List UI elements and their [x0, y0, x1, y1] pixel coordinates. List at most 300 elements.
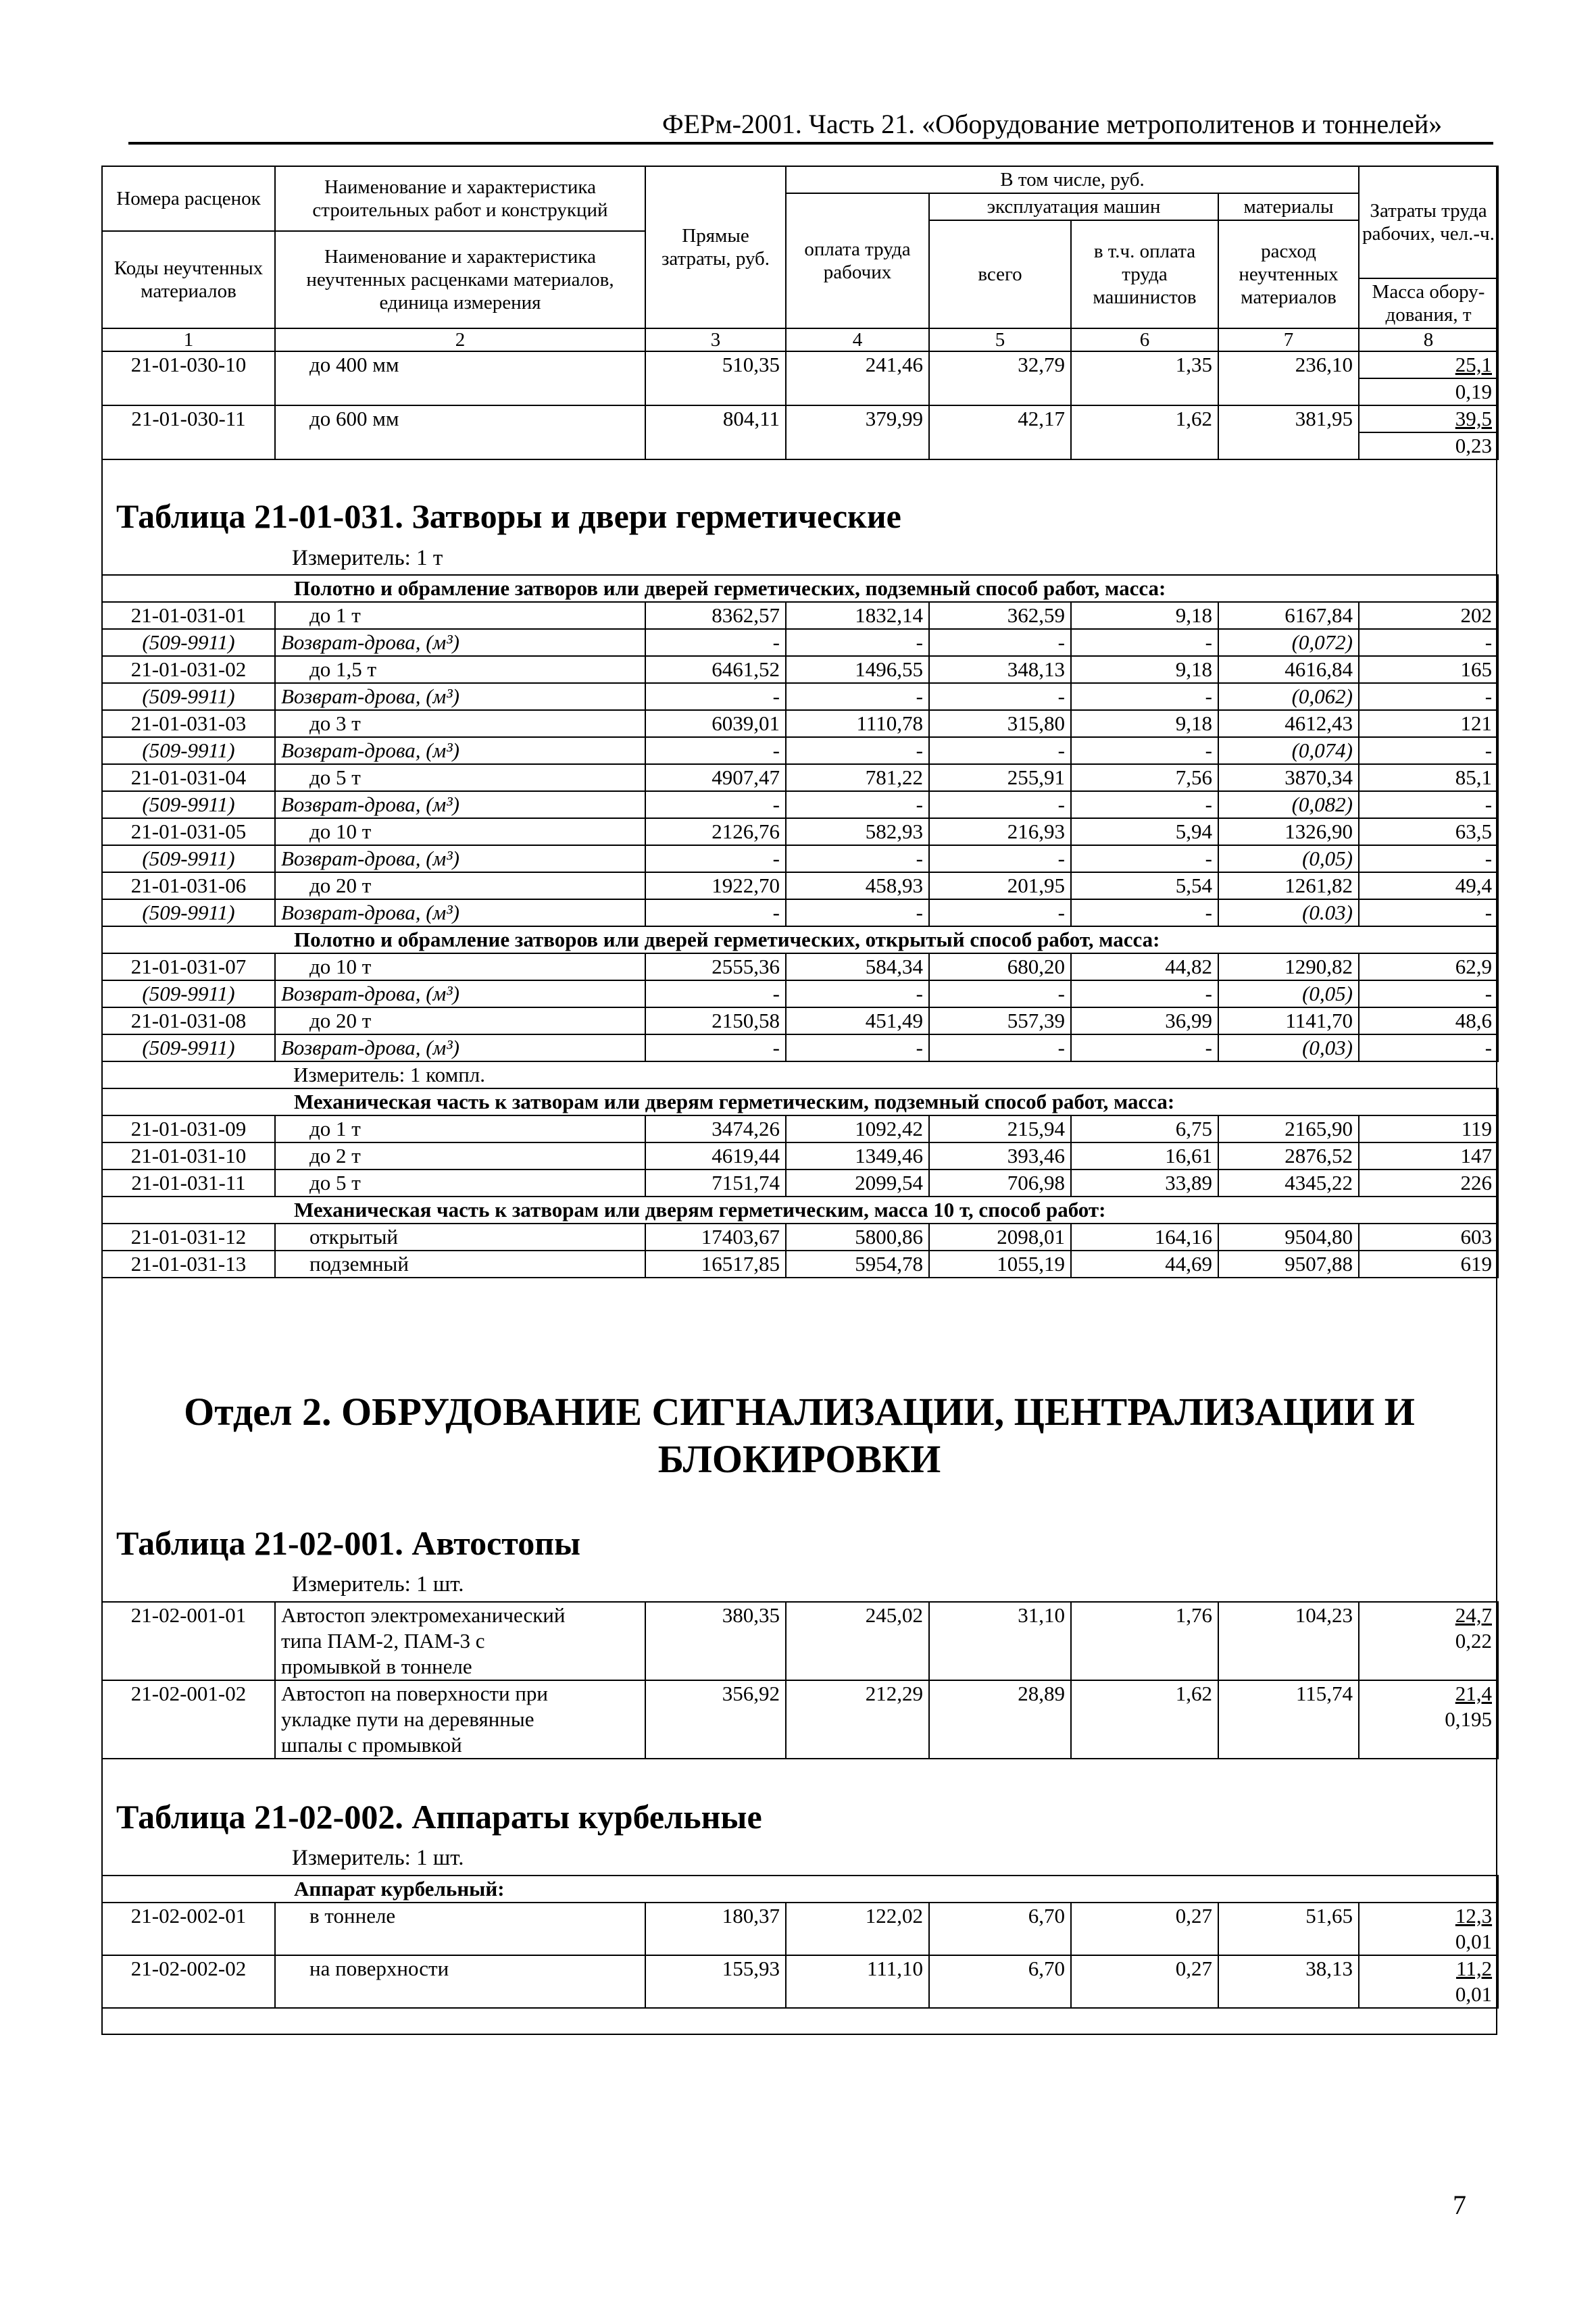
material-row	[102, 791, 1498, 818]
machine-cost: 706,98	[929, 1169, 1071, 1197]
labor-dash: -	[786, 899, 929, 926]
machine-dash: -	[929, 899, 1071, 926]
rate-code: 21-02-002-02	[102, 1955, 275, 2008]
direct-dash: -	[645, 737, 786, 764]
hours-dash: -	[1359, 791, 1498, 818]
rate-name: до 5 т	[275, 764, 645, 791]
table-title-21-02-002: Таблица 21-02-002. Аппараты курбельные	[116, 1798, 762, 1836]
rate-name: до 10 т	[275, 818, 645, 845]
direct-cost: 356,92	[645, 1680, 786, 1759]
direct-cost: 180,37	[645, 1903, 786, 1955]
material-name: Возврат-дрова, (м³)	[275, 1034, 645, 1061]
material-cost: 4616,84	[1218, 656, 1359, 683]
material-cost: 4345,22	[1218, 1169, 1359, 1197]
rate-code: 21-01-031-03	[102, 710, 275, 737]
material-row	[102, 629, 1498, 656]
machine-labor-dash: -	[1071, 899, 1218, 926]
rate-name: до 1,5 т	[275, 656, 645, 683]
direct-cost: 17403,67	[645, 1224, 786, 1251]
table-row	[102, 872, 1498, 899]
measure-unit: Измеритель: 1 шт.	[292, 1846, 464, 1870]
machine-cost: 315,80	[929, 710, 1071, 737]
table-row	[102, 710, 1498, 737]
material-name: Возврат-дрова, (м³)	[275, 629, 645, 656]
group-heading: Механическая часть к затворам или дверям герметическим, подземный способ работ, масса:	[102, 1088, 1498, 1115]
material-cost: 2876,52	[1218, 1142, 1359, 1169]
machine-labor-dash: -	[1071, 980, 1218, 1007]
col-header-4: оплата труда рабочих	[786, 193, 929, 328]
table-row	[102, 818, 1498, 845]
direct-cost: 7151,74	[645, 1169, 786, 1197]
labor-hours: 39,5	[1359, 405, 1498, 432]
machine-labor-cost: 1,76	[1071, 1602, 1218, 1680]
material-cost: 9504,80	[1218, 1224, 1359, 1251]
table-row	[102, 351, 1498, 378]
col-header-expl: эксплуатация машин	[929, 193, 1218, 220]
machine-cost: 557,39	[929, 1007, 1071, 1034]
labor-cost: 5800,86	[786, 1224, 929, 1251]
rate-code: 21-01-031-04	[102, 764, 275, 791]
machine-labor-cost: 0,27	[1071, 1955, 1218, 2008]
rate-code: 21-01-031-13	[102, 1251, 275, 1278]
machine-cost: 6,70	[929, 1955, 1071, 2008]
page-number: 7	[1453, 2190, 1466, 2220]
rate-code: 21-01-031-12	[102, 1224, 275, 1251]
rate-name-line: Автостоп на поверхности при	[281, 1682, 548, 1705]
running-header: ФЕРм-2001. Часть 21. «Оборудование метрополитенов и тоннелей»	[662, 109, 1443, 139]
machine-cost: 362,59	[929, 602, 1071, 629]
table-row	[102, 1903, 1498, 1955]
rate-name-line: типа ПАМ-2, ПАМ-3 с	[281, 1629, 485, 1653]
labor-hours: 62,9	[1359, 953, 1498, 980]
machine-labor-cost: 9,18	[1071, 656, 1218, 683]
rate-name: на поверхности	[275, 1955, 645, 2008]
labor-hours: 21,4	[1455, 1682, 1492, 1705]
labor-cost: 212,29	[786, 1680, 929, 1759]
material-cost: 381,95	[1218, 405, 1359, 459]
direct-cost: 510,35	[645, 351, 786, 405]
rate-code: 21-01-031-11	[102, 1169, 275, 1197]
material-qty: (0,05)	[1218, 980, 1359, 1007]
machine-labor-dash: -	[1071, 791, 1218, 818]
measure-unit: Измеритель: 1 компл.	[102, 1061, 1498, 1088]
machine-cost: 2098,01	[929, 1224, 1071, 1251]
measure-unit: Измеритель: 1 шт.	[292, 1572, 464, 1596]
direct-cost: 1922,70	[645, 872, 786, 899]
col-num: 1	[102, 328, 275, 351]
direct-dash: -	[645, 791, 786, 818]
equipment-mass: 0,195	[1445, 1707, 1492, 1731]
rate-code: 21-01-031-07	[102, 953, 275, 980]
col-num: 8	[1359, 328, 1498, 351]
rate-name: до 400 мм	[275, 351, 645, 405]
section-title: Отдел 2. ОБРУДОВАНИЕ СИГНАЛИЗАЦИИ, ЦЕНТРАЛИЗАЦИИ И БЛОКИРОВКИ	[184, 1390, 1415, 1481]
material-code: (509-9911)	[102, 1034, 275, 1061]
col-num: 6	[1071, 328, 1218, 351]
material-qty: (0,074)	[1218, 737, 1359, 764]
rate-code: 21-01-031-08	[102, 1007, 275, 1034]
material-code: (509-9911)	[102, 845, 275, 872]
direct-dash: -	[645, 980, 786, 1007]
labor-hours: 49,4	[1359, 872, 1498, 899]
material-cost: 104,23	[1218, 1602, 1359, 1680]
machine-labor-cost: 44,82	[1071, 953, 1218, 980]
table-title-21-01-031: Таблица 21-01-031. Затворы и двери герметические	[116, 497, 901, 535]
equipment-mass: 0,01	[1455, 1982, 1493, 2006]
rate-name: до 2 т	[275, 1142, 645, 1169]
rate-name-line: укладке пути на деревянные	[281, 1707, 534, 1731]
material-row	[102, 845, 1498, 872]
machine-labor-dash: -	[1071, 629, 1218, 656]
labor-cost: 1092,42	[786, 1115, 929, 1142]
labor-cost: 781,22	[786, 764, 929, 791]
equipment-mass: 0,01	[1455, 1930, 1493, 1953]
material-code: (509-9911)	[102, 791, 275, 818]
labor-hours: 165	[1359, 656, 1498, 683]
material-name: Возврат-дрова, (м³)	[275, 845, 645, 872]
material-cost: 1326,90	[1218, 818, 1359, 845]
material-row	[102, 980, 1498, 1007]
direct-cost: 2126,76	[645, 818, 786, 845]
machine-labor-cost: 0,27	[1071, 1903, 1218, 1955]
rate-code: 21-01-031-01	[102, 602, 275, 629]
machine-dash: -	[929, 1034, 1071, 1061]
direct-dash: -	[645, 629, 786, 656]
direct-cost: 155,93	[645, 1955, 786, 2008]
labor-hours: 226	[1359, 1169, 1498, 1197]
material-name: Возврат-дрова, (м³)	[275, 737, 645, 764]
col-header-1b: Коды неучтенных материалов	[102, 231, 275, 328]
material-cost: 6167,84	[1218, 602, 1359, 629]
machine-cost: 6,70	[929, 1903, 1071, 1955]
hours-dash: -	[1359, 899, 1498, 926]
header-table	[101, 166, 1499, 460]
machine-dash: -	[929, 683, 1071, 710]
material-qty: (0,082)	[1218, 791, 1359, 818]
machine-labor-cost: 6,75	[1071, 1115, 1218, 1142]
labor-dash: -	[786, 791, 929, 818]
table-row	[102, 1955, 1498, 2008]
table-row	[102, 1602, 1498, 1680]
hours-dash: -	[1359, 1034, 1498, 1061]
table-row	[102, 1115, 1498, 1142]
hours-mass	[1359, 1955, 1498, 2008]
hours-dash: -	[1359, 980, 1498, 1007]
col-header-2a: Наименование и характеристика строительных работ и конструкций	[275, 166, 645, 231]
material-code: (509-9911)	[102, 629, 275, 656]
hours-dash: -	[1359, 629, 1498, 656]
machine-labor-cost: 9,18	[1071, 602, 1218, 629]
table-21-02-002	[101, 1875, 1499, 2009]
material-cost: 4612,43	[1218, 710, 1359, 737]
labor-cost: 2099,54	[786, 1169, 929, 1197]
machine-labor-cost: 16,61	[1071, 1142, 1218, 1169]
direct-dash: -	[645, 683, 786, 710]
group-heading: Механическая часть к затворам или дверям герметическим, масса 10 т, способ работ:	[102, 1197, 1498, 1224]
material-cost: 1141,70	[1218, 1007, 1359, 1034]
labor-cost: 582,93	[786, 818, 929, 845]
rate-code: 21-01-030-11	[102, 405, 275, 459]
material-cost: 9507,88	[1218, 1251, 1359, 1278]
rate-name	[275, 1602, 645, 1680]
material-cost: 236,10	[1218, 351, 1359, 405]
labor-cost: 1110,78	[786, 710, 929, 737]
table-row	[102, 1224, 1498, 1251]
rate-name: до 600 мм	[275, 405, 645, 459]
labor-hours: 147	[1359, 1142, 1498, 1169]
labor-hours: 12,3	[1455, 1904, 1493, 1928]
rate-name-line: Автостоп электромеханический	[281, 1603, 566, 1627]
col-header-3: Прямые затраты, руб.	[645, 166, 786, 328]
col-header-6: в т.ч. оплата труда машинистов	[1071, 220, 1218, 328]
machine-labor-cost: 1,62	[1071, 405, 1218, 459]
rate-code: 21-02-001-01	[102, 1602, 275, 1680]
table-row	[102, 1142, 1498, 1169]
labor-cost: 241,46	[786, 351, 929, 405]
material-qty: (0,062)	[1218, 683, 1359, 710]
col-header-2b: Наименование и характеристика неучтенных расценками материалов, единица измерения	[275, 231, 645, 328]
rate-name: до 20 т	[275, 872, 645, 899]
labor-hours: 121	[1359, 710, 1498, 737]
machine-labor-cost: 9,18	[1071, 710, 1218, 737]
col-num: 3	[645, 328, 786, 351]
labor-hours: 48,6	[1359, 1007, 1498, 1034]
col-num: 2	[275, 328, 645, 351]
rate-name-line: шпалы с промывкой	[281, 1733, 462, 1757]
direct-cost: 2555,36	[645, 953, 786, 980]
rate-name: до 10 т	[275, 953, 645, 980]
col-header-5: всего	[929, 220, 1071, 328]
rate-name: до 20 т	[275, 1007, 645, 1034]
hours-mass	[1359, 1903, 1498, 1955]
labor-cost: 458,93	[786, 872, 929, 899]
rate-name: до 5 т	[275, 1169, 645, 1197]
labor-cost: 1349,46	[786, 1142, 929, 1169]
machine-dash: -	[929, 980, 1071, 1007]
rate-code: 21-02-002-01	[102, 1903, 275, 1955]
table-row	[102, 1007, 1498, 1034]
labor-cost: 584,34	[786, 953, 929, 980]
rate-code: 21-01-030-10	[102, 351, 275, 405]
col-header-7: расход неучтенных материалов	[1218, 220, 1359, 328]
direct-cost: 3474,26	[645, 1115, 786, 1142]
table-row	[102, 602, 1498, 629]
direct-cost: 380,35	[645, 1602, 786, 1680]
direct-cost: 6461,52	[645, 656, 786, 683]
direct-cost: 4619,44	[645, 1142, 786, 1169]
group-heading: Полотно и обрамление затворов или дверей герметических, открытый способ работ, масса:	[102, 926, 1498, 953]
material-code: (509-9911)	[102, 899, 275, 926]
labor-dash: -	[786, 980, 929, 1007]
rate-code: 21-01-031-09	[102, 1115, 275, 1142]
col-num: 4	[786, 328, 929, 351]
material-cost: 38,13	[1218, 1955, 1359, 2008]
material-row	[102, 899, 1498, 926]
col-header-1a: Номера расценок	[102, 166, 275, 231]
material-cost: 115,74	[1218, 1680, 1359, 1759]
machine-cost: 680,20	[929, 953, 1071, 980]
header-rule	[128, 142, 1493, 145]
table-row	[102, 656, 1498, 683]
material-code: (509-9911)	[102, 683, 275, 710]
hours-dash: -	[1359, 737, 1498, 764]
rate-name: до 3 т	[275, 710, 645, 737]
labor-hours: 85,1	[1359, 764, 1498, 791]
direct-cost: 4907,47	[645, 764, 786, 791]
group-heading: Полотно и обрамление затворов или дверей герметических, подземный способ работ, масса:	[102, 575, 1498, 602]
material-row	[102, 1034, 1498, 1061]
rate-code: 21-01-031-02	[102, 656, 275, 683]
machine-labor-cost: 7,56	[1071, 764, 1218, 791]
direct-cost: 804,11	[645, 405, 786, 459]
labor-cost: 1496,55	[786, 656, 929, 683]
table-row	[102, 953, 1498, 980]
direct-dash: -	[645, 899, 786, 926]
equipment-mass: 0,19	[1359, 378, 1498, 405]
labor-cost: 1832,14	[786, 602, 929, 629]
labor-dash: -	[786, 737, 929, 764]
labor-cost: 245,02	[786, 1602, 929, 1680]
material-qty: (0,03)	[1218, 1034, 1359, 1061]
machine-cost: 28,89	[929, 1680, 1071, 1759]
material-cost: 3870,34	[1218, 764, 1359, 791]
material-qty: (0,072)	[1218, 629, 1359, 656]
machine-cost: 255,91	[929, 764, 1071, 791]
machine-labor-dash: -	[1071, 683, 1218, 710]
labor-cost: 5954,78	[786, 1251, 929, 1278]
machine-labor-dash: -	[1071, 845, 1218, 872]
material-qty: (0,05)	[1218, 845, 1359, 872]
rate-code: 21-01-031-10	[102, 1142, 275, 1169]
col-num: 5	[929, 328, 1071, 351]
machine-cost: 393,46	[929, 1142, 1071, 1169]
equipment-mass: 0,22	[1455, 1629, 1492, 1653]
material-cost: 1261,82	[1218, 872, 1359, 899]
labor-cost: 379,99	[786, 405, 929, 459]
machine-cost: 42,17	[929, 405, 1071, 459]
machine-cost: 31,10	[929, 1602, 1071, 1680]
measure-unit: Измеритель: 1 т	[292, 546, 443, 570]
machine-labor-dash: -	[1071, 737, 1218, 764]
labor-hours: 24,7	[1455, 1603, 1492, 1627]
col-num: 7	[1218, 328, 1359, 351]
direct-dash: -	[645, 845, 786, 872]
material-cost: 1290,82	[1218, 953, 1359, 980]
table-21-01-031	[101, 574, 1499, 1278]
material-name: Возврат-дрова, (м³)	[275, 899, 645, 926]
equipment-mass: 0,23	[1359, 432, 1498, 459]
labor-hours: 25,1	[1359, 351, 1498, 378]
labor-hours: 202	[1359, 602, 1498, 629]
machine-dash: -	[929, 737, 1071, 764]
rate-name: в тоннеле	[275, 1903, 645, 1955]
table-21-02-001	[101, 1601, 1499, 1759]
machine-labor-cost: 5,94	[1071, 818, 1218, 845]
rate-name	[275, 1680, 645, 1759]
machine-labor-cost: 44,69	[1071, 1251, 1218, 1278]
material-row	[102, 737, 1498, 764]
direct-cost: 2150,58	[645, 1007, 786, 1034]
table-row	[102, 1680, 1498, 1759]
machine-cost: 1055,19	[929, 1251, 1071, 1278]
material-name: Возврат-дрова, (м³)	[275, 683, 645, 710]
labor-dash: -	[786, 683, 929, 710]
machine-cost: 215,94	[929, 1115, 1071, 1142]
labor-cost: 111,10	[786, 1955, 929, 2008]
labor-cost: 122,02	[786, 1903, 929, 1955]
col-header-vtom: В том числе, руб.	[786, 166, 1359, 193]
direct-dash: -	[645, 1034, 786, 1061]
material-name: Возврат-дрова, (м³)	[275, 791, 645, 818]
table-row	[102, 405, 1498, 432]
labor-hours: 63,5	[1359, 818, 1498, 845]
rate-name-line: промывкой в тоннеле	[281, 1655, 472, 1678]
table-row	[102, 764, 1498, 791]
machine-cost: 32,79	[929, 351, 1071, 405]
table-title-21-02-001: Таблица 21-02-001. Автостопы	[116, 1524, 581, 1562]
table-row	[102, 1251, 1498, 1278]
col-header-8a: Затраты труда рабочих, чел.-ч.	[1359, 166, 1498, 278]
material-cost: 51,65	[1218, 1903, 1359, 1955]
rate-name: до 1 т	[275, 602, 645, 629]
material-code: (509-9911)	[102, 737, 275, 764]
machine-labor-cost: 5,54	[1071, 872, 1218, 899]
machine-dash: -	[929, 845, 1071, 872]
table-row	[102, 1169, 1498, 1197]
direct-cost: 16517,85	[645, 1251, 786, 1278]
col-header-mat: материалы	[1218, 193, 1359, 220]
rate-name: подземный	[275, 1251, 645, 1278]
rate-code: 21-01-031-06	[102, 872, 275, 899]
rate-code: 21-01-031-05	[102, 818, 275, 845]
machine-labor-cost: 36,99	[1071, 1007, 1218, 1034]
hours-mass	[1359, 1602, 1498, 1680]
rate-code: 21-02-001-02	[102, 1680, 275, 1759]
col-header-8b: Масса обору- дования, т	[1359, 278, 1498, 328]
machine-dash: -	[929, 629, 1071, 656]
direct-cost: 8362,57	[645, 602, 786, 629]
hours-dash: -	[1359, 683, 1498, 710]
machine-cost: 216,93	[929, 818, 1071, 845]
group-heading: Аппарат курбельный:	[102, 1876, 1498, 1903]
machine-dash: -	[929, 791, 1071, 818]
machine-cost: 201,95	[929, 872, 1071, 899]
hours-mass	[1359, 1680, 1498, 1759]
labor-hours: 603	[1359, 1224, 1498, 1251]
material-row	[102, 683, 1498, 710]
labor-dash: -	[786, 845, 929, 872]
material-name: Возврат-дрова, (м³)	[275, 980, 645, 1007]
labor-hours: 619	[1359, 1251, 1498, 1278]
labor-dash: -	[786, 1034, 929, 1061]
machine-labor-cost: 33,89	[1071, 1169, 1218, 1197]
rate-name: открытый	[275, 1224, 645, 1251]
machine-labor-dash: -	[1071, 1034, 1218, 1061]
labor-dash: -	[786, 629, 929, 656]
direct-cost: 6039,01	[645, 710, 786, 737]
labor-hours: 119	[1359, 1115, 1498, 1142]
machine-cost: 348,13	[929, 656, 1071, 683]
labor-hours: 11,2	[1455, 1957, 1493, 1980]
rate-name: до 1 т	[275, 1115, 645, 1142]
machine-labor-cost: 164,16	[1071, 1224, 1218, 1251]
material-code: (509-9911)	[102, 980, 275, 1007]
material-cost: 2165,90	[1218, 1115, 1359, 1142]
material-qty: (0.03)	[1218, 899, 1359, 926]
labor-cost: 451,49	[786, 1007, 929, 1034]
hours-dash: -	[1359, 845, 1498, 872]
machine-labor-cost: 1,62	[1071, 1680, 1218, 1759]
